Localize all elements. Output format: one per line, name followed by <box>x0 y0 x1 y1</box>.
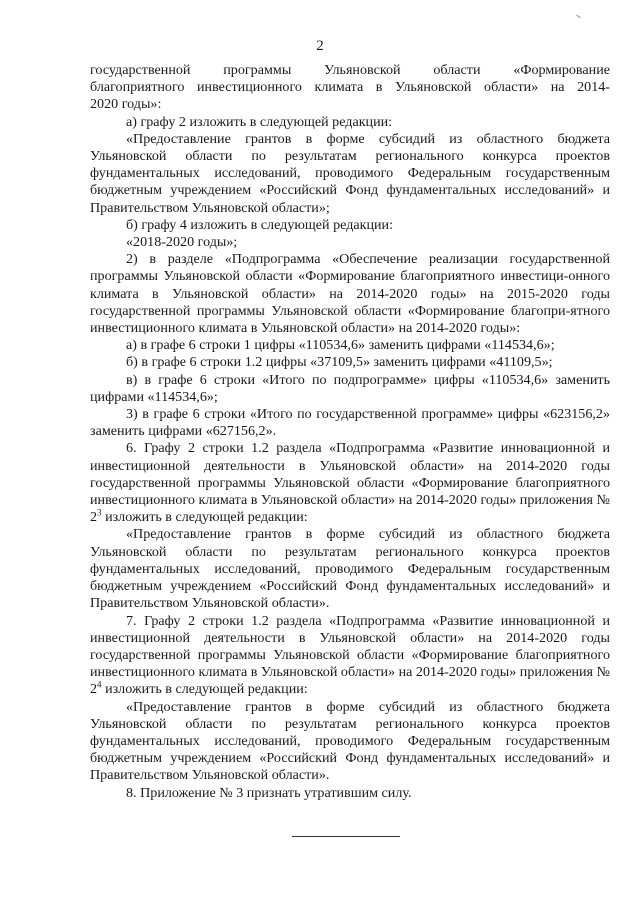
paragraph-text: 6. Графу 2 строки 1.2 раздела «Подпрограмма «Развитие инновационной и инвестиционной деятельности в Ульяновской области» на 2014-2020 годы государственной программы Ульяновской области «Формирование благоприятного инвестиционного климата в Ульяновской области» на 2014-2020 годы» приложения № 2 <box>90 440 610 526</box>
paragraph: «2018-2020 годы»; <box>126 234 238 251</box>
paragraph: «Предоставление грантов в форме субсидий из областного бюджета Ульяновской области по результатам регионального конкурса проектов фундаментальных исследований, проводимого Федеральным государственным бюджетным учреждением «Российский Фонд фундаментальных исследований» и Правительством Ульяновской области». <box>90 526 610 612</box>
paragraph-item-7 <box>90 613 610 699</box>
superscript: 4 <box>97 679 102 690</box>
paragraph-text: изложить в следующей редакции: <box>101 681 308 698</box>
paragraph: а) графу 2 изложить в следующей редакции: <box>126 113 393 130</box>
paragraph: б) в графе 6 строки 1.2 цифры «37109,5» заменить цифрами «41109,5»; <box>126 354 553 371</box>
text-line: 2020 годы»: <box>90 96 162 113</box>
paragraph: «Предоставление грантов в форме субсидий из областного бюджета Ульяновской области по результатам регионального конкурса проектов фундаментальных исследований, проводимого Федеральным государственным бюджетным учреждением «Российский Фонд фундаментальных исследований» и Правительством Ульяновской области»; <box>90 130 610 216</box>
paragraph: б) графу 4 изложить в следующей редакции: <box>126 216 394 233</box>
paragraph-text: 7. Графу 2 строки 1.2 раздела «Подпрограмма «Развитие инновационной и инвестиционной деятельности в Ульяновской области» на 2014-2020 годы государственной программы Ульяновской области «Формирование благоприятного инвестиционного климата в Ульяновской области» на 2014-2020 годы» приложения № 2 <box>90 612 610 698</box>
paragraph: 3) в графе 6 строки «Итого по государственной программе» цифры «623156,2» заменить цифрами «627156,2». <box>90 406 610 440</box>
scan-mark <box>576 15 581 19</box>
paragraph: а) в графе 6 строки 1 цифры «110534,6» заменить цифрами «114534,6»; <box>126 337 555 354</box>
paragraph-item-8: 8. Приложение № 3 признать утратившим силу. <box>126 784 412 801</box>
paragraph: «Предоставление грантов в форме субсидий из областного бюджета Ульяновской области по результатам регионального конкурса проектов фундаментальных исследований, проводимого Федеральным государственным бюджетным учреждением «Российский Фонд фундаментальных исследований» и Правительством Ульяновской области». <box>90 698 610 784</box>
page-number: 2 <box>316 38 324 54</box>
paragraph: в) в графе 6 строки «Итого по подпрограмме» цифры «110534,6» заменить цифрами «114534,6»; <box>90 371 610 405</box>
paragraph: 2) в разделе «Подпрограмма «Обеспечение реализации государственной программы Ульяновской области «Формирование благоприятного инвестици-онного климата в Ульяновской области» на 2014-2020 годы» на 2015-2020 годы государственной программы Ульяновской области «Формирование благопри-ятного инвестиционного климата в Ульяновской области» на 2014-2020 годы»: <box>90 251 610 337</box>
paragraph-continuation <box>90 62 610 114</box>
document-body <box>90 62 610 802</box>
text-line: благоприятного инвестиционного климата в Ульяновской области» на 2014- <box>90 79 610 96</box>
paragraph-item-6 <box>90 440 610 526</box>
end-rule <box>292 836 400 837</box>
text-line: государственной программы Ульяновской области «Формирование <box>90 62 610 78</box>
superscript: 3 <box>97 507 102 518</box>
paragraph-text: изложить в следующей редакции: <box>101 509 308 526</box>
